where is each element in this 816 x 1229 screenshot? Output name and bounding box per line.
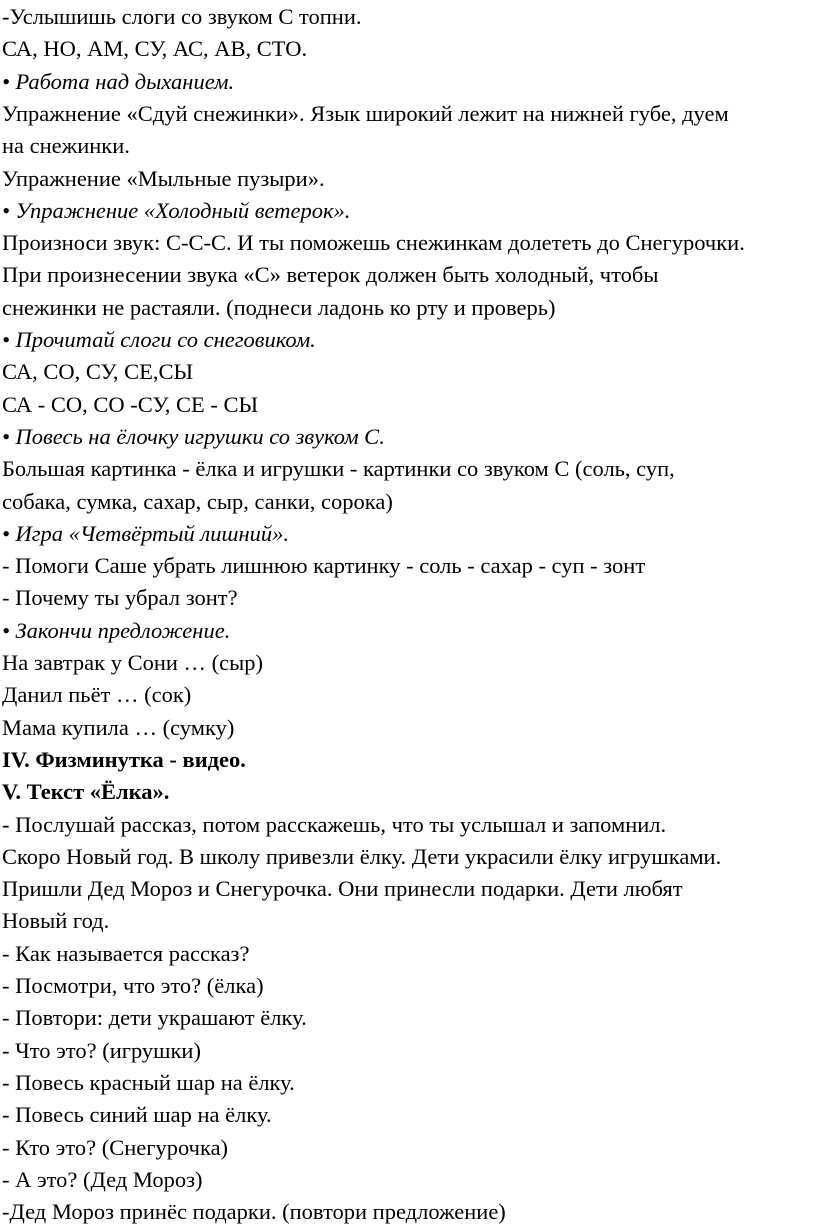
text-line: Упражнение «Сдуй снежинки». Язык широкий лежит на нижней губе, дуем bbox=[2, 100, 729, 126]
text-line: - Повесь красный шар на ёлку. bbox=[2, 1069, 295, 1095]
exercise-heading: • Работа над дыханием. bbox=[2, 68, 235, 94]
text-line: на снежинки. bbox=[2, 133, 130, 159]
exercise-heading: • Упражнение «Холодный ветерок». bbox=[2, 197, 351, 223]
text-line: СА - СО, СО -СУ, СЕ - СЫ bbox=[2, 391, 259, 417]
section-heading: IV. Физминутка - видео. bbox=[2, 746, 246, 772]
text-line: Произноси звук: С-С-С. И ты поможешь снежинкам долететь до Снегурочки. bbox=[2, 230, 745, 256]
exercise-heading: • Игра «Четвёртый лишний». bbox=[2, 520, 289, 546]
exercise-heading: • Повесь на ёлочку игрушки со звуком С. bbox=[2, 423, 385, 449]
text-line: снежинки не растаяли. (поднеси ладонь ко рту и проверь) bbox=[2, 294, 556, 320]
section-heading: V. Текст «Ёлка». bbox=[2, 779, 170, 805]
text-line: - Повесь синий шар на ёлку. bbox=[2, 1102, 272, 1128]
text-line: - Что это? (игрушки) bbox=[2, 1037, 201, 1063]
text-line: - Послушай рассказ, потом расскажешь, что ты услышал и запомнил. bbox=[2, 811, 667, 837]
text-line: Мама купила … (сумку) bbox=[2, 714, 235, 740]
text-line: - Посмотри, что это? (ёлка) bbox=[2, 973, 264, 998]
text-line: - Как называется рассказ? bbox=[2, 940, 250, 966]
text-line: - Кто это? (Снегурочка) bbox=[2, 1134, 229, 1160]
text-line: Пришли Дед Мороз и Снегурочка. Они принесли подарки. Дети любят bbox=[2, 876, 683, 902]
text-line: Новый год. bbox=[2, 908, 110, 934]
text-line: Скоро Новый год. В школу привезли ёлку. Дети украсили ёлку игрушками. bbox=[2, 843, 722, 869]
text-line: При произнесении звука «С» ветерок должен быть холодный, чтобы bbox=[2, 262, 659, 288]
text-line: -Услышишь слоги со звуком С топни. bbox=[2, 4, 362, 29]
text-line: Данил пьёт … (сок) bbox=[2, 682, 192, 708]
text-line: - Повтори: дети украшают ёлку. bbox=[2, 1005, 307, 1031]
text-line: СА, НО, АМ, СУ, АС, АВ, СТО. bbox=[2, 36, 308, 62]
text-line: Большая картинка - ёлка и игрушки - картинки со звуком С (соль, суп, bbox=[2, 456, 675, 482]
text-line: - Почему ты убрал зонт? bbox=[2, 585, 238, 611]
exercise-heading: • Закончи предложение. bbox=[2, 617, 231, 643]
text-line: На завтрак у Сони … (сыр) bbox=[2, 650, 264, 675]
text-line: - Помоги Саше убрать лишнюю картинку - соль - сахар - суп - зонт bbox=[2, 553, 646, 579]
text-line: -Дед Мороз принёс подарки. (повтори предложение) bbox=[2, 1199, 506, 1225]
text-line: СА, СО, СУ, СЕ,СЫ bbox=[2, 359, 194, 385]
text-line: собака, сумка, сахар, сыр, санки, сорока) bbox=[2, 488, 393, 514]
text-line: Упражнение «Мыльные пузыри». bbox=[2, 165, 325, 191]
exercise-heading: • Прочитай слоги со снеговиком. bbox=[2, 327, 316, 352]
text-line: - А это? (Дед Мороз) bbox=[2, 1166, 203, 1192]
